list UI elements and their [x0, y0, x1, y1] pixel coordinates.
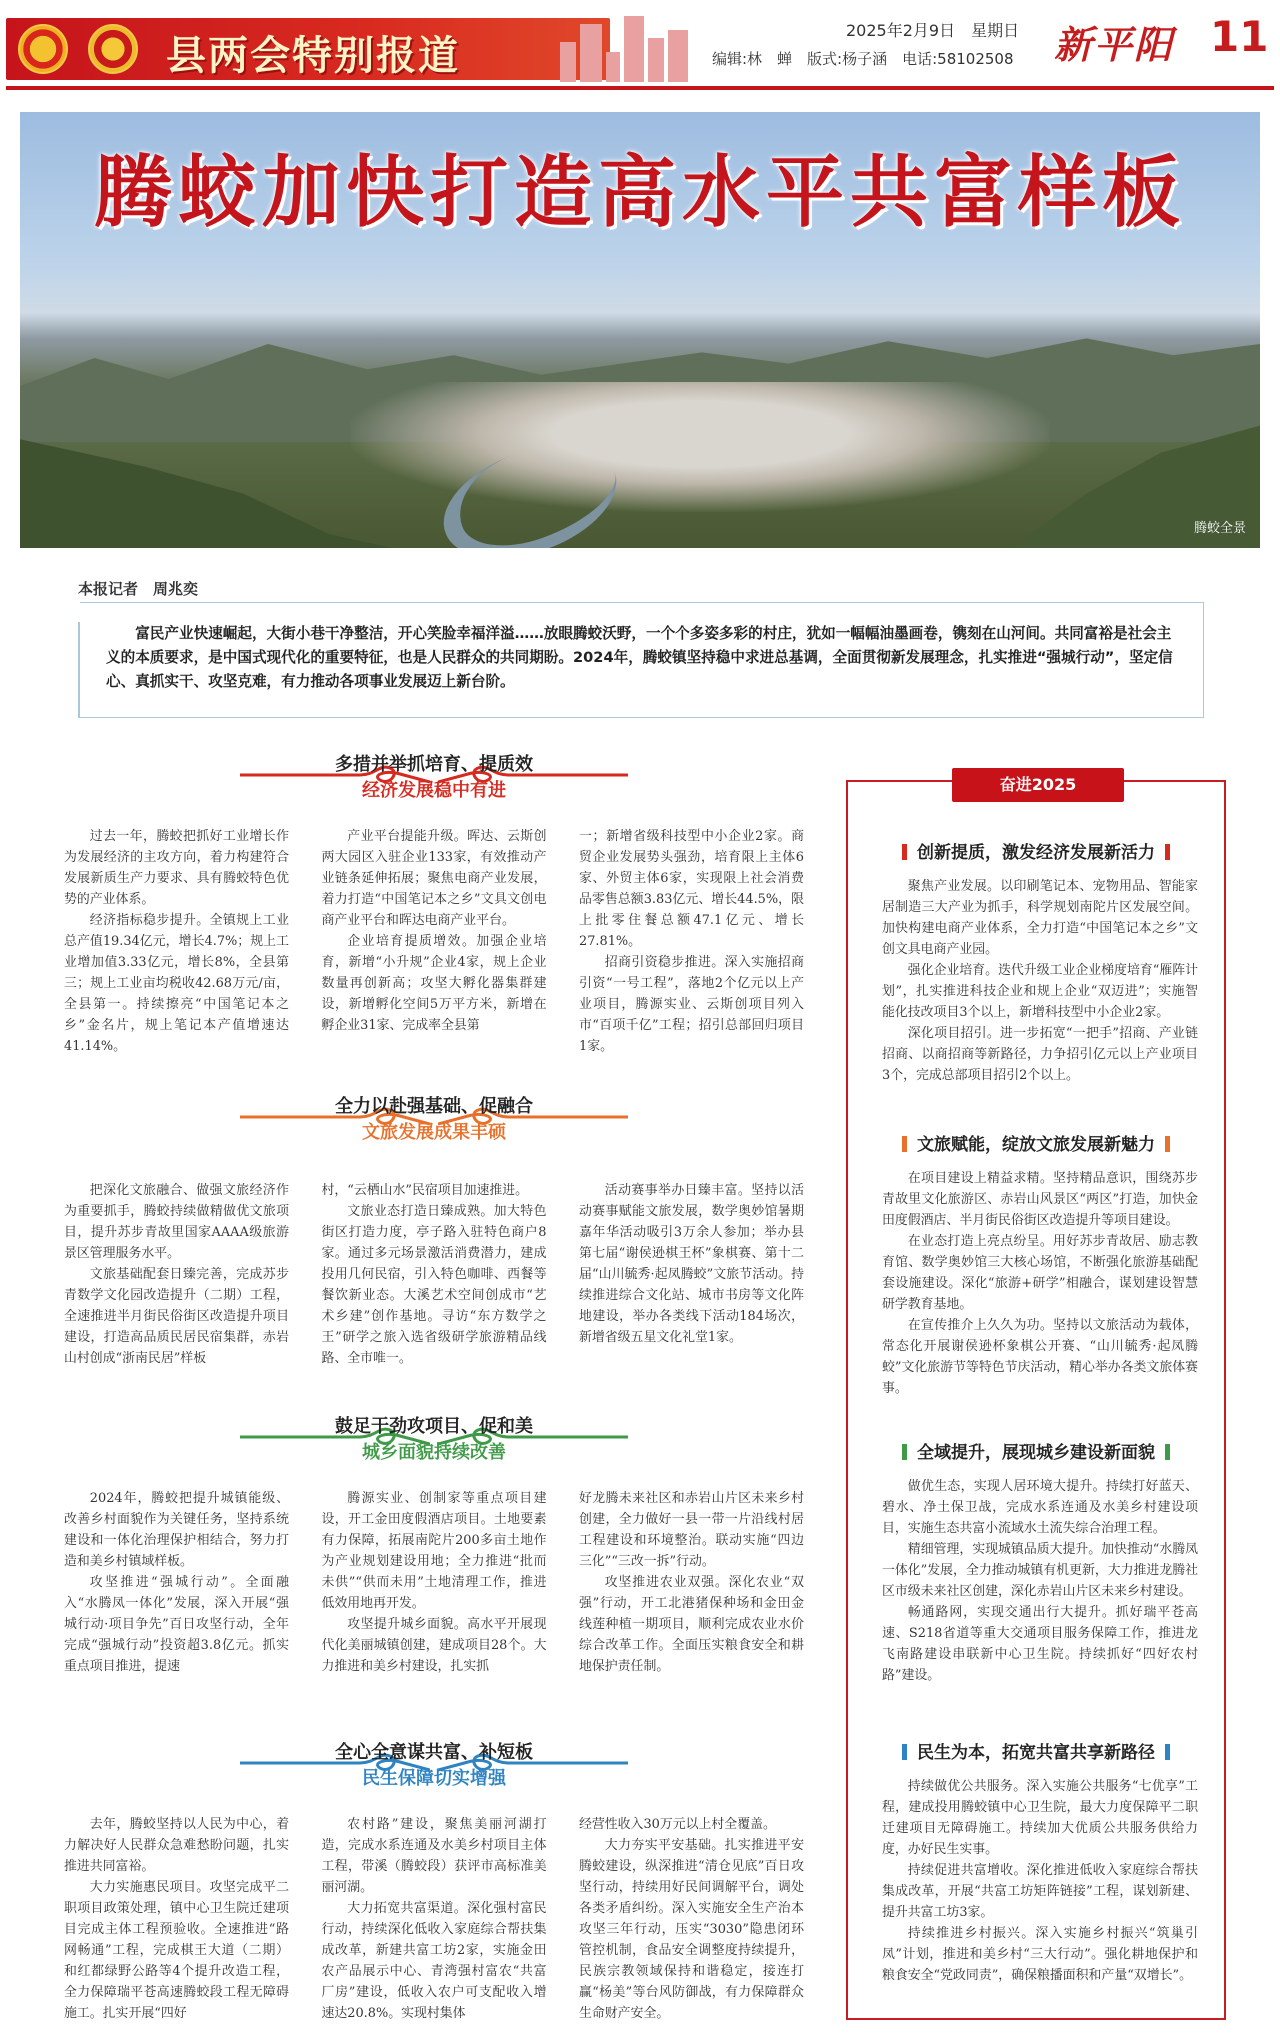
- column-3: [579, 1814, 804, 2024]
- byline: 本报记者 周兆奕: [78, 580, 199, 598]
- paragraph: 攻坚推进“强城行动”。全面融入“水腾凤一体化”发展，深入开展“强城行动·项目争先”百日攻坚行动，全年完成“强城行动”投资超3.8亿元。抓实重点项目推进，提速: [64, 1575, 289, 1674]
- paragraph: 农村路”建设，聚焦美丽河湖打造，完成水系连通及水美乡村项目主体工程，带溪（腾蛟段）获评市高标准美丽河湖。: [321, 1817, 547, 1895]
- paragraph: 做优生态，实现人居环境大提升。持续打好蓝天、碧水、净土保卫战，完成水系连通及水美乡村建设项目，实施生态共富小流域水土流失综合治理工程。: [882, 1479, 1198, 1536]
- paragraph: 大力夯实平安基础。扎实推进平安腾蛟建设，纵深推进“清仓见底”百日攻坚行动，持续用好民间调解平台，调处各类矛盾纠纷。深入实施安全生产治本攻坚三年行动，压实“3030”隐患闭环管控机制，食品安全调整度持续提升，民族宗教领域保持和谐稳定，接连打赢“杨美”等台风防御战，有力保障群众生命财产安全。: [579, 1838, 804, 2021]
- skyline-icon: [560, 12, 690, 82]
- accent-bar-icon: [902, 1744, 907, 1760]
- sidebar-block-body: [882, 1168, 1198, 1399]
- sidebar-block-body: [882, 876, 1198, 1086]
- paragraph: 活动赛事举办日臻丰富。坚持以活动赛事赋能文旅发展，数学奥妙馆暑期嘉年华活动吸引3万余人参加；举办县第七届“谢侯逊棋王杯”象棋赛、第十二届“山川毓秀·起凤腾蛟”文旅节活动。持续推进综合文化站、城市书房等文化阵地建设，举办各类线下活动184场次，新增省级五星文化礼堂1家。: [579, 1183, 804, 1345]
- column-2: [322, 1814, 547, 2024]
- paragraph: 好龙腾未来社区和赤岩山片区未来乡村创建，全力做好一县一带一片沿线村居工程建设和环境整治。联动实施“四边三化”“三改一拆”行动。: [579, 1491, 804, 1569]
- paragraph: 持续做优公共服务。深入实施公共服务“七优享”工程，建成投用腾蛟镇中心卫生院，最大力度保障平二职迁建项目无障碍施工。持续加大优质公共服务供给力度，办好民生实事。: [882, 1779, 1198, 1857]
- column-3: [579, 1488, 804, 1677]
- column-1: [64, 1488, 289, 1677]
- column-3: [579, 1180, 804, 1369]
- paragraph: 在业态打造上亮点纷呈。用好苏步青故居、励志教育馆、数学奥妙馆三大核心场馆，不断强化旅游基础配套设施建设。深化“旅游+研学”相融合，谋划建设智慧研学教育基地。: [882, 1234, 1198, 1312]
- paragraph: 文旅基础配套日臻完善，完成苏步青数学文化园改造提升（二期）工程，全速推进半月街民俗街区改造提升项目建设，打造高品质民居民宿集群，赤岩山村创成“浙南民居”样板: [64, 1267, 289, 1366]
- sidebar-title-text: 文旅赋能，绽放文旅发展新魅力: [917, 1135, 1155, 1155]
- paragraph: 企业培育提质增效。加强企业培育，新增“小升规”企业4家，规上企业数量再创新高；攻坚大孵化器集群建设，新增孵化空间5万平方米，新增在孵企业31家、完成率全县第: [321, 934, 547, 1033]
- column-2: [322, 826, 547, 1057]
- paragraph: 在宣传推介上久久为功。坚持以文旅活动为载体，常态化开展谢侯逊杯象棋公开赛、“山川毓秀·起凤腾蛟”文化旅游节等特色节庆活动，精心举办各类文旅体赛事。: [882, 1318, 1198, 1396]
- column-2: [322, 1488, 547, 1677]
- sidebar-block-title: [848, 838, 1224, 863]
- accent-bar-icon: [902, 1136, 907, 1152]
- paragraph: 持续促进共富增收。深化推进低收入家庭综合帮扶集成改革，开展“共富工坊矩阵链接”工程，谋划新建、提升共富工坊3家。: [882, 1863, 1198, 1920]
- sidebar-box: [846, 775, 1226, 2020]
- section-heading: [64, 1092, 804, 1156]
- section-title: 多措并举抓培育、提质效: [335, 754, 533, 775]
- sidebar-block-body: [882, 1476, 1198, 1686]
- paragraph: 村，“云栖山水”民宿项目加速推进。: [321, 1183, 529, 1198]
- paragraph: 文旅业态打造日臻成熟。加大特色街区打造力度，亭子路入驻特色商户8家。通过多元场景激活消费潜力，建成投用几何民宿，引入特色咖啡、西餐等餐饮新业态。大溪艺术空间创成市“艺术乡建”创作基地。寻访“东方数学之王”研学之旅入选省级研学旅游精品线路、全市唯一。: [321, 1204, 547, 1366]
- paragraph: 去年，腾蛟坚持以人民为中心，着力解决好人民群众急难愁盼问题，扎实推进共同富裕。: [64, 1817, 289, 1874]
- accent-bar-icon: [1165, 1744, 1170, 1760]
- paragraph: 在项目建设上精益求精。坚持精品意识，围绕苏步青故里文化旅游区、赤岩山风景区“两区”打造，加快金田度假酒店、半月街民俗街区改造提升等项目建设。: [882, 1171, 1198, 1228]
- section-columns: [64, 1488, 804, 1677]
- paragraph: 招商引资稳步推进。深入实施招商引资“一号工程”，落地2个亿元以上产业项目，腾源实业、云斯创项目列入市“百项千亿”工程；招引总部回归项目1家。: [579, 955, 804, 1054]
- paragraph: 大力实施惠民项目。攻坚完成平二职项目政策处理，镇中心卫生院迁建项目完成主体工程预验收。全速推进“路网畅通”工程，完成棋王大道（二期）和红都绿野公路等4个提升改造工程，全力保障瑞平苍高速腾蛟段工程无障碍施工。扎实开展“四好: [64, 1880, 289, 2021]
- paragraph: 畅通路网，实现交通出行大提升。抓好瑞平苍高速、S218省道等重大交通项目服务保障工作，推进龙飞南路建设串联新中心卫生院。持续抓好“四好农村路”建设。: [882, 1605, 1198, 1683]
- accent-bar-icon: [1165, 1444, 1170, 1460]
- paragraph: 深化项目招引。进一步拓宽“一把手”招商、产业链招商、以商招商等新路径，力争招引亿元以上产业项目3个，完成总部项目招引2个以上。: [882, 1026, 1198, 1083]
- headline: 腾蛟加快打造高水平共富样板: [93, 148, 1186, 238]
- page-number: 11: [1210, 12, 1269, 61]
- section-title: 鼓足干劲攻项目、促和美: [335, 1416, 533, 1437]
- section-columns: [64, 1814, 804, 2024]
- accent-bar-icon: [902, 1444, 907, 1460]
- paragraph: 攻坚推进农业双强。深化农业“双强”行动，开工北港猪保种场和金田金线莲种植一期项目，顺利完成农业水价综合改革工作。全面压实粮食安全和耕地保护责任制。: [579, 1575, 804, 1674]
- paragraph: 攻坚提升城乡面貌。高水平开展现代化美丽城镇创建，建成项目28个。大力推进和美乡村建设，扎实抓: [321, 1617, 547, 1674]
- section-title: 全心全意谋共富、补短板: [335, 1742, 533, 1763]
- hero-photo: [20, 112, 1260, 548]
- paragraph: 2024年，腾蛟把提升城镇能级、改善乡村面貌作为关键任务，坚持系统建设和一体化治理保护相结合，努力打造和美乡村镇域样板。: [64, 1491, 289, 1569]
- editor-credits: 编辑:林 蝉 版式:杨子涵 电话:58102508: [712, 50, 1014, 68]
- paragraph: 大力拓宽共富渠道。深化强村富民行动，持续深化低收入家庭综合帮扶集成改革，新建共富工坊2家，实施金田农产品展示中心、青湾强村富农“共富厂房”建设，低收入农户可支配收入增速达20.8%。实现村集体: [321, 1901, 547, 2021]
- paragraph: 产业平台提能升级。晖达、云斯创两大园区入驻企业133家，有效推动产业链条延伸拓展；聚焦电商产业发展，着力打造“中国笔记本之乡”文具文创电商产业平台和晖达电商产业平台。: [321, 829, 547, 928]
- paragraph: 腾源实业、创制家等重点项目建设，开工金田度假酒店项目。土地要素有力保障，拓展南陀片200多亩土地作为产业规划建设用地；全力推进“批而未供”“供而未用”土地清理工作，推进低效用地再开发。: [321, 1491, 547, 1611]
- accent-bar-icon: [902, 844, 907, 860]
- paragraph: 经济指标稳步提升。全镇规上工业总产值19.34亿元，增长4.7%；规上工业增加值3.33亿元，增长8%，全县第三；规上工业亩均税收42.68万元/亩，全县第一。持续擦亮“中国笔记本之乡”金名片，规上笔记本产值增速达41.14%。: [64, 913, 289, 1054]
- masthead: [0, 0, 1280, 92]
- cppcc-emblem-icon: [88, 24, 138, 74]
- sidebar-block-body: [882, 1776, 1198, 1986]
- column-3: [579, 826, 804, 1057]
- paragraph: 强化企业培育。迭代升级工业企业梯度培育“雁阵计划”，扎实推进科技企业和规上企业“双迈进”；实施智能化技改项目3个以上，新增科技型中小企业2家。: [882, 963, 1198, 1020]
- sidebar-block-title: [848, 1738, 1224, 1763]
- sidebar-title-text: 民生为本，拓宽共富共享新路径: [917, 1743, 1155, 1763]
- photo-caption: 腾蛟全景: [1193, 521, 1246, 536]
- sidebar-tag: 奋进2025: [952, 768, 1124, 802]
- column-1: [64, 1814, 289, 2024]
- section-heading: [64, 750, 804, 814]
- section-title: 全力以赴强基础、促融合: [335, 1096, 533, 1117]
- section-subtitle: 城乡面貌持续改善: [362, 1442, 506, 1463]
- sidebar-title-text: 创新提质，激发经济发展新活力: [917, 843, 1155, 863]
- column-1: [64, 1180, 289, 1369]
- paragraph: 精细管理，实现城镇品质大提升。加快推动“水腾凤一体化”发展，全力推动城镇有机更新，大力推进龙腾社区市级未来社区创建，深化赤岩山片区未来乡村建设。: [882, 1542, 1198, 1599]
- paper-logo: 新平阳: [1054, 22, 1175, 67]
- paragraph: 经营性收入30万元以上村全覆盖。: [579, 1817, 776, 1832]
- sidebar-block-title: [848, 1130, 1224, 1155]
- section-subtitle: 经济发展稳中有进: [362, 780, 506, 801]
- section-columns: [64, 1180, 804, 1369]
- issue-date: 2025年2月9日 星期日: [846, 21, 1020, 40]
- paragraph: 一；新增省级科技型中小企业2家。商贸企业发展势头强劲，培育限上主体6家、外贸主体6家，实现限上社会消费品零售总额3.83亿元、增长44.5%，限上批零住餐总额47.1亿元、增长27.81%。: [579, 829, 804, 949]
- sidebar-title-text: 全域提升，展现城乡建设新面貌: [917, 1443, 1155, 1463]
- section-heading: [64, 1738, 804, 1802]
- paragraph: 把深化文旅融合、做强文旅经济作为重要抓手，腾蛟持续做精做优文旅项目，提升苏步青故里国家AAAA级旅游景区管理服务水平。: [64, 1183, 289, 1261]
- masthead-rule: [6, 86, 1274, 90]
- column-2: [322, 1180, 547, 1369]
- lead-paragraph: 富民产业快速崛起，大街小巷干净整洁，开心笑脸幸福洋溢……放眼腾蛟沃野，一个个多姿多彩的村庄，犹如一幅幅油墨画卷，镌刻在山河间。共同富裕是社会主义的本质要求，是中国式现代化的重要特征，也是人民群众的共同期盼。2024年，腾蛟镇坚持稳中求进总基调，全面贯彻新发展理念，扎实推进“强城行动”，坚定信心、真抓实干、攻坚克难，有力推动各项事业发展迈上新台阶。: [78, 602, 1204, 718]
- section-subtitle: 文旅发展成果丰硕: [362, 1122, 506, 1143]
- section-heading: [64, 1412, 804, 1476]
- section-columns: [64, 826, 804, 1057]
- column-1: [64, 826, 289, 1057]
- accent-bar-icon: [1165, 844, 1170, 860]
- section-subtitle: 民生保障切实增强: [362, 1768, 506, 1789]
- national-emblem-icon: [18, 24, 68, 74]
- paragraph: 过去一年，腾蛟把抓好工业增长作为发展经济的主攻方向，着力构建符合发展新质生产力要求、具有腾蛟特色优势的产业体系。: [64, 829, 289, 907]
- accent-bar-icon: [1165, 1136, 1170, 1152]
- sidebar-block-title: [848, 1438, 1224, 1463]
- section-title: 县两会特别报道: [166, 33, 460, 79]
- paragraph: 持续推进乡村振兴。深入实施乡村振兴“筑巢引凤”计划，推进和美乡村“三大行动”。强化耕地保护和粮食安全“党政同责”，确保粮播面积和产量“双增长”。: [882, 1926, 1198, 1983]
- paragraph: 聚焦产业发展。以印刷笔记本、宠物用品、智能家居制造三大产业为抓手，科学规划南陀片区发展空间。加快构建电商产业体系，全力打造“中国笔记本之乡”文创文具电商产业园。: [882, 879, 1198, 957]
